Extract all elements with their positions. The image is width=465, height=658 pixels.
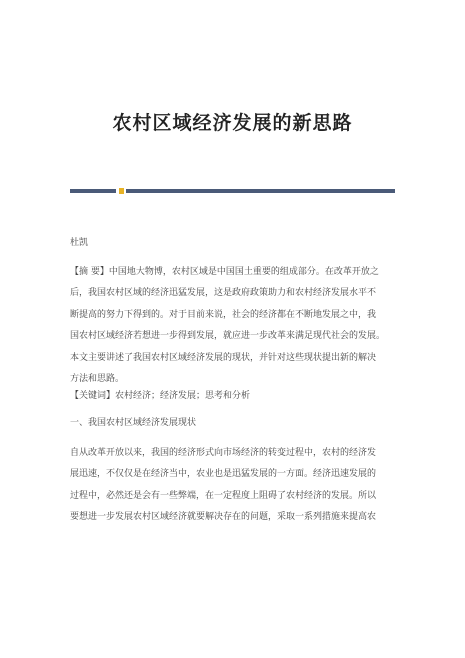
- divider-bar-left: [70, 189, 116, 193]
- abstract-line: 方法和思路。: [70, 373, 125, 384]
- body-line: 过程中，必然还是会有一些弊端，在一定程度上阻碍了农村经济的发展。所以: [70, 490, 377, 501]
- abstract: [70, 262, 400, 390]
- section-body: [70, 443, 400, 529]
- body-line: 自从改革开放以来，我国的经济形式向市场经济的转变过程中，农村的经济发: [70, 448, 377, 458]
- body-line: 展迅速，不仅仅是在经济当中，农业也是迅猛发展的一方面。经济迅速发展的: [70, 469, 377, 480]
- title-divider: [70, 189, 395, 193]
- page-title: 农村区域经济发展的新思路: [112, 112, 353, 134]
- author-name: 杜凯: [70, 238, 89, 248]
- abstract-line: 【摘 要】中国地大物博，农村区域是中国国土重要的组成部分。在改革开放之: [70, 267, 379, 277]
- abstract-line: 断提高的努力下得到的。对于目前来说，社会的经济都在不断地发展之中，我: [70, 309, 377, 320]
- body-line: 要想进一步发展农村区域经济就要解决存在的问题，采取一系列措施来提高农: [70, 512, 377, 523]
- section-heading: 一、我国农村区域经济发展现状: [70, 418, 197, 428]
- keywords: 【关键词】农村经济；经济发展；思考和分析: [70, 391, 251, 401]
- abstract-line: 本文主要讲述了我国农村区域经济发展的现状，并针对这些现状提出新的解决: [70, 352, 377, 363]
- abstract-line: 后，我国农村区域的经济迅猛发展，这是政府政策助力和农村经济发展水平不: [70, 288, 377, 299]
- divider-bar-right: [126, 189, 395, 193]
- abstract-line: 国农村区域经济若想进一步得到发展，就应进一步改革来满足现代社会的发展。: [70, 331, 386, 342]
- divider-accent: [119, 188, 124, 194]
